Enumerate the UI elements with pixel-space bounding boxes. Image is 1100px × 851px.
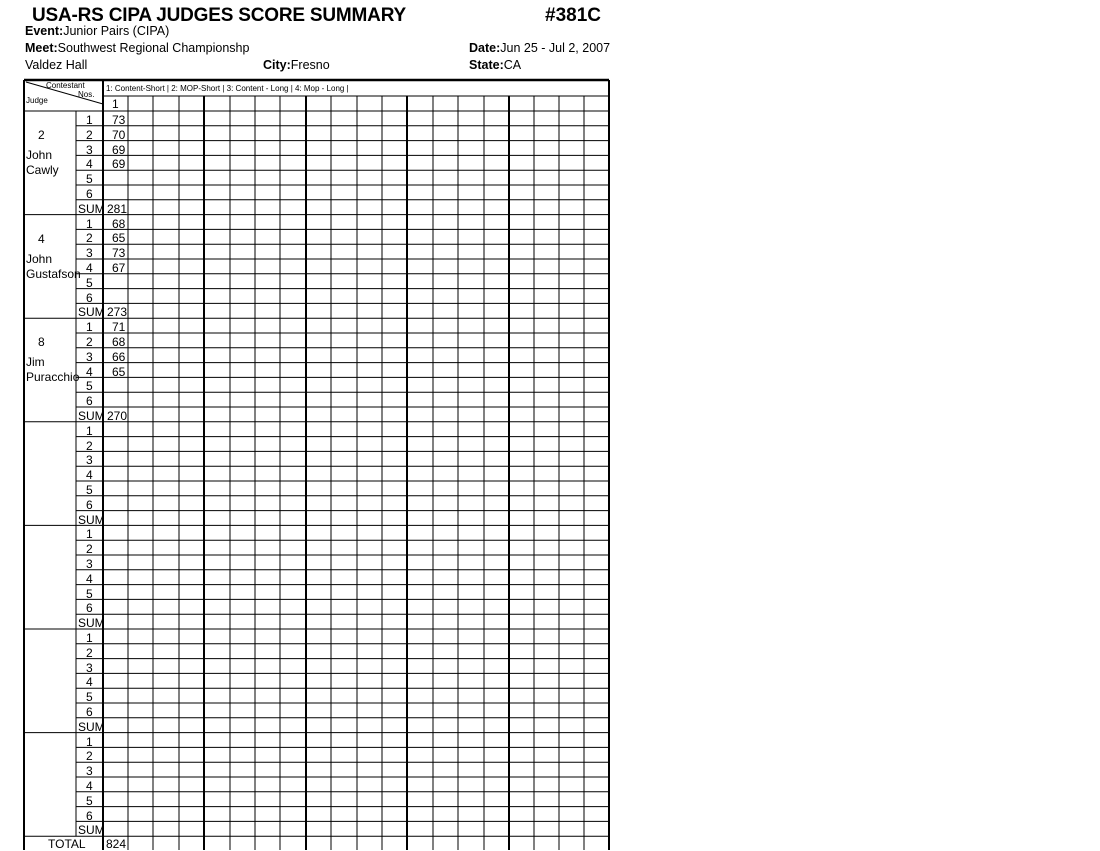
sum-value: 281: [107, 201, 128, 216]
nos-label: Nos.: [78, 90, 95, 99]
city-value: Fresno: [290, 58, 330, 72]
row-number: 3: [86, 246, 93, 261]
row-number: 3: [86, 349, 93, 364]
row-number: 5: [86, 379, 93, 394]
row-number: 2: [86, 749, 93, 764]
row-number: 6: [86, 705, 93, 719]
total-label: TOTAL: [48, 837, 86, 851]
row-number: 2: [86, 231, 93, 246]
row-number: 4: [86, 261, 93, 275]
event-label: Event:: [25, 24, 64, 38]
state-label: State:: [469, 58, 504, 72]
row-number: 1: [86, 734, 93, 749]
row-number: 1: [86, 113, 93, 127]
state-value: CA: [503, 58, 522, 72]
row-number: 3: [86, 453, 93, 468]
row-number: 6: [86, 187, 93, 201]
row-number: 3: [86, 660, 93, 675]
row-number: 6: [86, 290, 93, 305]
row-number: 2: [86, 438, 93, 453]
score-cell: 68: [112, 335, 126, 349]
row-number: 1: [86, 527, 93, 542]
judge-number: 8: [38, 335, 45, 350]
sum-label: SUM: [78, 823, 105, 838]
score-key-legend: 1: Content-Short | 2: MOP-Short | 3: Content - Long | 4: Mop - Long |: [106, 84, 349, 93]
total-value: 824: [106, 837, 127, 851]
date-label: Date:: [469, 41, 501, 55]
score-cell: 67: [112, 261, 126, 275]
sum-value: 270: [107, 409, 128, 423]
score-cell: 69: [112, 157, 126, 172]
row-number: 3: [86, 764, 93, 779]
judge-number: 4: [38, 231, 45, 246]
row-number: 1: [86, 423, 93, 438]
row-number: 4: [86, 571, 93, 586]
sum-value: 273: [107, 305, 128, 320]
score-cell: 65: [112, 364, 126, 379]
row-number: 5: [86, 586, 93, 601]
row-number: 4: [86, 779, 93, 793]
row-number: 1: [86, 320, 93, 335]
page-title: USA-RS CIPA JUDGES SCORE SUMMARY: [32, 5, 406, 26]
sum-label: SUM: [78, 305, 105, 320]
city-label: City:: [263, 58, 291, 72]
score-cell: 70: [112, 127, 126, 142]
row-number: 4: [86, 675, 93, 690]
sum-label: SUM: [78, 201, 105, 216]
row-number: 2: [86, 645, 93, 660]
judge-first-name: John: [26, 148, 53, 162]
row-number: 5: [86, 483, 93, 497]
row-number: 6: [86, 394, 93, 409]
meet-value: Southwest Regional Championshp: [57, 41, 250, 55]
sum-label: SUM: [78, 616, 105, 631]
row-number: 5: [86, 793, 93, 808]
score-cell: 73: [112, 246, 126, 261]
meet-label: Meet:: [25, 41, 58, 55]
row-number: 5: [86, 275, 93, 290]
judge-last-name: Cawly: [26, 163, 59, 177]
contestant-number: 1: [112, 97, 119, 111]
form-code: #381C: [545, 5, 601, 26]
score-cell: 65: [112, 231, 126, 246]
row-number: 2: [86, 127, 93, 142]
judge-number: 2: [38, 128, 45, 142]
sum-label: SUM: [78, 719, 105, 734]
sum-label: SUM: [78, 512, 105, 527]
row-number: 6: [86, 601, 93, 616]
row-number: 4: [86, 157, 93, 172]
sum-label: SUM: [78, 409, 105, 423]
row-number: 5: [86, 690, 93, 705]
row-number: 4: [86, 364, 93, 379]
judge-last-name: Gustafson: [26, 266, 81, 281]
row-number: 3: [86, 557, 93, 571]
row-number: 6: [86, 808, 93, 823]
date-value: Jun 25 - Jul 2, 2007: [500, 41, 611, 55]
row-number: 3: [86, 142, 93, 157]
score-cell: 66: [112, 349, 126, 364]
venue: Valdez Hall: [25, 58, 88, 72]
row-number: 1: [86, 631, 93, 645]
row-number: 1: [86, 216, 93, 231]
judge-first-name: Jim: [26, 355, 45, 370]
judge-header-label: Judge: [26, 96, 48, 105]
row-number: 2: [86, 335, 93, 349]
row-number: 5: [86, 172, 93, 187]
score-cell: 68: [112, 216, 126, 231]
contestant-label: Contestant: [46, 81, 85, 90]
row-number: 4: [86, 468, 93, 483]
judge-first-name: John: [26, 251, 53, 266]
score-cell: 73: [112, 113, 126, 127]
row-number: 6: [86, 497, 93, 512]
score-cell: 69: [112, 142, 126, 157]
judge-last-name: Puracchio: [26, 370, 80, 385]
event-value: Junior Pairs (CIPA): [63, 24, 170, 38]
score-cell: 71: [112, 320, 126, 335]
row-number: 2: [86, 542, 93, 557]
